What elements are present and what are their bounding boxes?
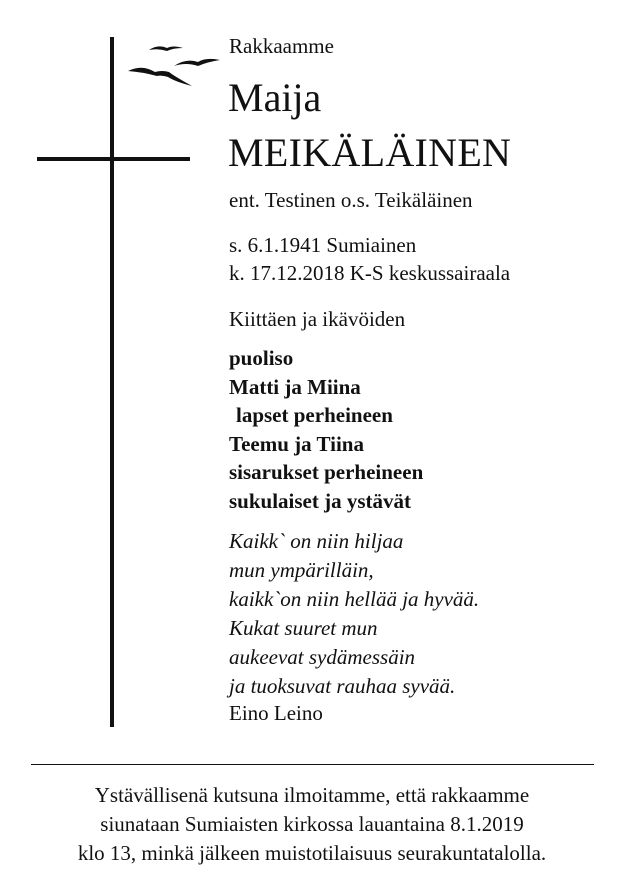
mourner-line: sukulaiset ja ystävät bbox=[229, 488, 412, 513]
poem-line: aukeevat sydämessäin bbox=[229, 645, 416, 669]
notice-line: siunataan Sumiaisten kirkossa lauantaina 8.1.2019 bbox=[100, 812, 524, 836]
mourner-line: puoliso bbox=[229, 346, 294, 370]
bird-icon bbox=[174, 59, 220, 66]
mourner-line: lapset perheineen bbox=[236, 403, 393, 427]
poem-line: Kaikk` on niin hiljaa bbox=[229, 529, 404, 553]
cross-horizontal-bar bbox=[37, 157, 190, 161]
former-names: ent. Testinen o.s. Teikäläinen bbox=[229, 188, 473, 212]
death-info: k. 17.12.2018 K-S keskussairaala bbox=[229, 261, 511, 285]
deceased-first-name: Maija bbox=[228, 75, 322, 120]
intro-text: Rakkaamme bbox=[229, 34, 334, 58]
bird-icon bbox=[128, 68, 192, 86]
mourners-list bbox=[229, 344, 423, 515]
poem-line: Kukat suuret mun bbox=[229, 616, 378, 640]
mourner-line: sisarukset perheineen bbox=[229, 460, 424, 484]
poem-line: ja tuoksuvat rauhaa syvää. bbox=[229, 674, 456, 698]
poem-line: kaikk`on niin hellää ja hyvää. bbox=[229, 587, 480, 611]
birth-info: s. 6.1.1941 Sumiainen bbox=[229, 233, 417, 257]
bird-icon bbox=[149, 46, 183, 51]
birds-icon bbox=[125, 42, 225, 90]
thanks-line: Kiittäen ja ikävöiden bbox=[229, 307, 406, 331]
mourner-line: Matti ja Miina bbox=[229, 374, 361, 399]
notice-line: klo 13, minkä jälkeen muistotilaisuus seurakuntatalolla. bbox=[77, 841, 547, 865]
deceased-last-name: MEIKÄLÄINEN bbox=[228, 130, 512, 175]
mourner-line: Teemu ja Tiina bbox=[229, 431, 364, 456]
poem-author: Eino Leino bbox=[229, 701, 323, 725]
cross-vertical-bar bbox=[110, 37, 114, 727]
poem-line: mun ympärilläin, bbox=[229, 558, 374, 582]
poem bbox=[229, 527, 479, 701]
notice-line: Ystävällisenä kutsuna ilmoitamme, että rakkaamme bbox=[94, 783, 530, 807]
funeral-notice bbox=[0, 781, 624, 868]
divider bbox=[31, 764, 594, 765]
